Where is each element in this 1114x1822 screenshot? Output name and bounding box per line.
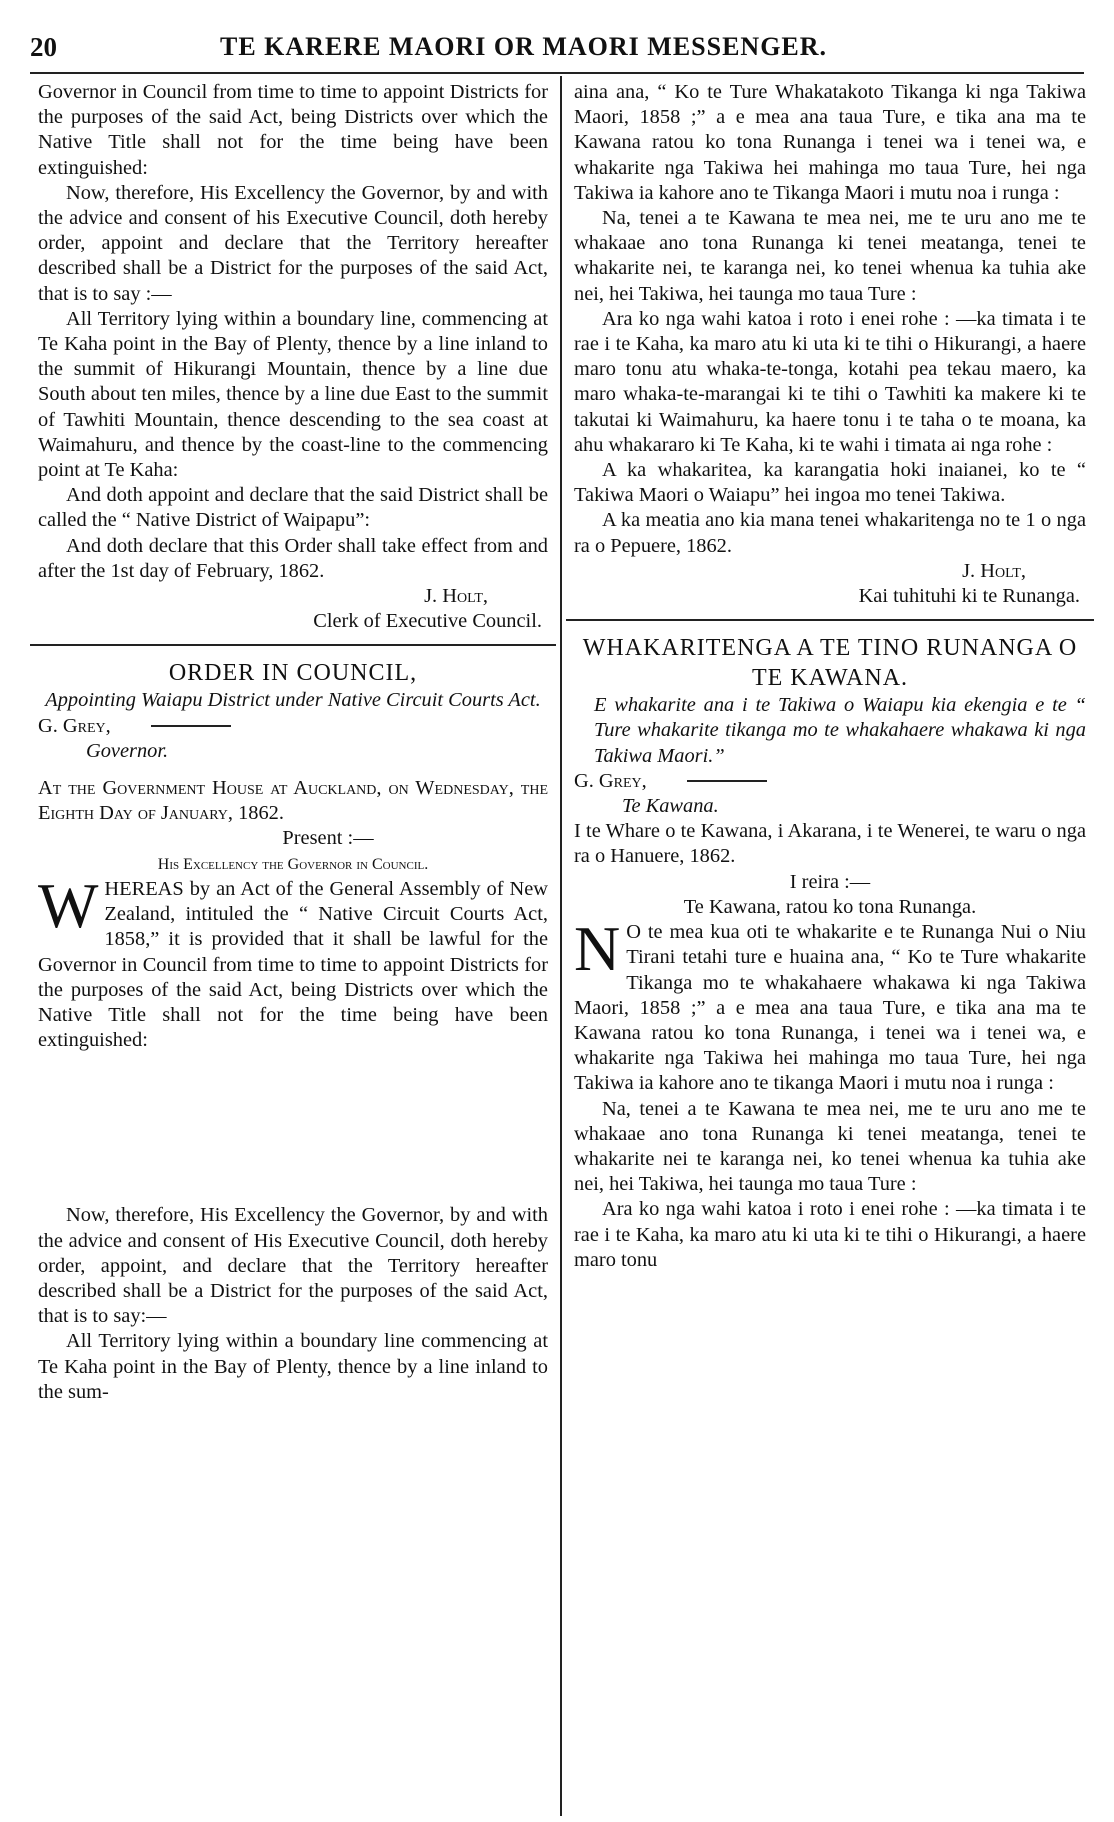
signature-title: Clerk of Executive Council. [313, 610, 542, 633]
english-column [38, 80, 548, 1405]
maori-column [574, 80, 1086, 1273]
present-names: His Excellency the Governor in Council. [157, 855, 429, 873]
effect-paragraph: And doth declare that this Order shall take effect from and after the 1st day of February, 1862. [38, 534, 548, 582]
section-subtitle-maori: E whakarite ana i te Takiwa o Waiapu kia ekengia e te “ Ture whakarite tikanga mo te whakahaere whakawa ki nga Takiwa Maori.” [594, 694, 1086, 767]
meatia-paragraph: A ka meatia ano kia mana tenei whakaritenga no te 1 o nga ra o Pepuere, 1862. [574, 509, 1086, 557]
no-te-mea-paragraph [574, 913, 1086, 1096]
ara-paragraph-2: Ara ko nga wahi katoa i roto i enei rohe : —ka timata i te rae i te Kaha, ka maro atu ki uta ki te tihi o Hikurangi, a haere maro tonu [574, 1198, 1086, 1271]
running-title: TE KARERE MAORI OR MAORI MESSENGER. [220, 32, 828, 61]
now-therefore-paragraph: Now, therefore, His Excellency the Governor, by and with the advice and consent of his Executive Council, doth hereby order, appoint and declare that the Territory hereafter described shall be a District for the purposes of the said Act, that is to say :— [38, 181, 548, 305]
place-date: At the Government House at Auckland, on Wednesday, the Eighth Day of January, 1862. [38, 777, 548, 825]
na-tenei-paragraph-2: Na, tenei a te Kawana te mea nei, me te uru ano me te whakaae ano tona Runanga ki tenei meatanga, tenei te whakarite nei te karanga nei, ko tenei whenua ka tuhia ake nei, hei Takiwa, hei taunga mo taua Ture : [574, 1097, 1086, 1196]
section-rule-maori [566, 619, 1094, 621]
page-number: 20 [30, 32, 57, 62]
section-title-maori: WHAKARITENGA A TE TINO RUNANGA O TE KAWANA. [582, 635, 1078, 692]
column-divider [560, 76, 562, 1816]
governor-name: G. Grey, [38, 714, 111, 737]
present-label-maori: I reira :— [789, 870, 871, 893]
governor-title: Governor. [86, 739, 169, 762]
governor-dash [151, 725, 231, 727]
whereas-text: HEREAS by an Act of the General Assembly of New Zealand, intituled the “ Native Circuit Courts Act, 1858,” it is provided that it shall be lawful for the Governor in Council from time to time to appoint Districts for the purposes of the said Act, being Districts over which the Native Title shall not for the time being have been extinguished: [38, 877, 548, 1052]
drop-cap: W [38, 869, 99, 941]
na-tenei-paragraph: Na, tenei a te Kawana te mea nei, me te uru ano me te whakaae ano tona Runanga ki tenei meatanga, tenei te whakarite nei, te karanga nei, ko tenei whenua ka tuhia ake nei, hei Takiwa, hei taunga mo taua Ture : [574, 207, 1086, 305]
whakaritea-paragraph: A ka whakaritea, ka karangatia hoki inaianei, ko te “ Takiwa Maori o Waiapu” hei ingoa mo tenei Takiwa. [574, 459, 1086, 507]
drop-cap-maori: N [574, 913, 621, 985]
territory-paragraph: All Territory lying within a boundary line, commencing at Te Kaha point in the Bay of Plenty, thence by a line inland to the summit of Hikurangi Mountain, thence by a line due South about ten miles, thence by a line due East to the summit of Tawhiti Mountain, thence descending to the sea coast at Waimahuru, and thence by the coast-line to the commencing point at Te Kaha: [38, 307, 548, 482]
governor-line [38, 714, 548, 739]
page-header [30, 28, 1084, 68]
appoint-paragraph: And doth appoint and declare that the said District shall be called the “ Native District of Waipapu”: [38, 484, 548, 532]
governor-title-maori: Te Kawana. [622, 795, 719, 818]
governor-dash-maori [687, 780, 767, 782]
section-title: ORDER IN COUNCIL, [168, 660, 418, 687]
signature: J. Holt, [424, 585, 488, 608]
continuation-paragraph-maori: aina ana, “ Ko te Ture Whakatakoto Tikanga ki nga Takiwa Maori, 1858 ;” a e mea ana taua Ture, e tika ana ma te Kawana ratou ko tona Runanga i tenei wa i tenei wa, e whakarite nga Takiwa hei mahinga mo taua Ture, hei nga Takiwa ia kahore ano te Tikanga Maori i mutu noa i runga : [574, 81, 1086, 204]
signature-title-maori: Kai tuhituhi ki te Runanga. [858, 585, 1080, 608]
no-te-mea-text: O te mea kua oti te whakarite e te Runanga Nui o Niu Tirani tetahi ture e huaina ana, “ Ko te Ture whakarite Tikanga mo te whakahaere whakawa ki nga Takiwa Maori, 1858 ;” a e mea ana taua Ture, e tika ana ma te Kawana ratou ko tona Runanga, i tenei wa i tenei wa, e whakarite nga Takiwa hei mahinga mo taua Ture, hei nga Takiwa ia kahore ano te tikanga Maori i mutu noa i runga : [574, 921, 1086, 1095]
territory-paragraph-2: All Territory lying within a boundary line commencing at Te Kaha point in the Bay of Plenty, thence by a line inland to the sum- [38, 1330, 548, 1403]
ara-paragraph: Ara ko nga wahi katoa i roto i enei rohe : —ka timata i te rae i te Kaha, ka maro atu ki uta ki te tihi o Hikurangi, a haere maro tonu atu whaka-te-tonga, kotahi pea tekau maero, ka maro whaka-te-marangai ki te tihi o Tawhiti ka makere ki te takutai ki Waimahuru, ka haere tonu i te taha o te moana, ka ahu whakararo ki Te Kaha, ki te wahi i timata ai nga rohe : [574, 307, 1086, 456]
present-label: Present :— [282, 827, 374, 850]
section-subtitle: Appointing Waiapu District under Native Circuit Courts Act. [45, 689, 541, 712]
header-rule [30, 72, 1084, 74]
whereas-paragraph [38, 869, 548, 1053]
section-rule [30, 644, 556, 646]
continuation-paragraph: Governor in Council from time to time to appoint Districts for the purposes of the said Act, being Districts over which the Native Title shall not for the time being have been extinguished: [38, 81, 548, 179]
present-names-maori: Te Kawana, ratou ko tona Runanga. [683, 895, 977, 918]
governor-name-maori: G. Grey, [574, 769, 647, 792]
now-therefore-paragraph-2: Now, therefore, His Excellency the Governor, by and with the advice and consent of His Executive Council, doth hereby order, appoint, and declare that the Territory hereafter described shall be a District for the purposes of the said Act, that is to say:— [38, 1204, 548, 1328]
signature-maori: J. Holt, [962, 559, 1026, 582]
governor-line-maori [574, 769, 1086, 794]
place-date-maori: I te Whare o te Kawana, i Akarana, i te Wenerei, te waru o nga ra o Hanuere, 1862. [574, 820, 1086, 868]
